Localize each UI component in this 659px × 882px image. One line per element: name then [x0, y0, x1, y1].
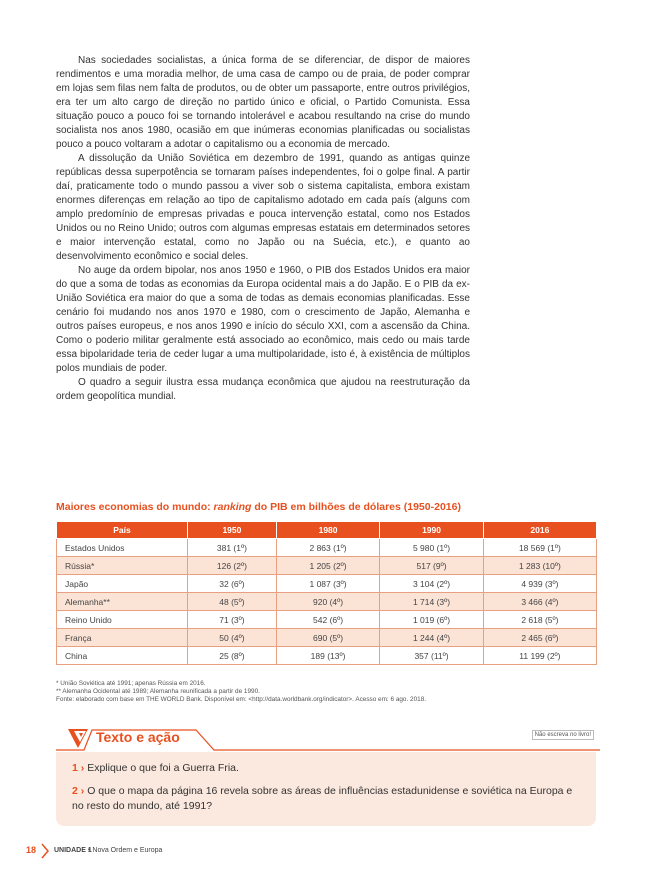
cell-1950: 25 (8º) [188, 647, 277, 665]
table-title-bar [56, 499, 476, 517]
question-text: O que o mapa da página 16 revela sobre as áreas de influências estadunidense e soviética na Europa e no resto do mundo, até 1991? [72, 785, 573, 812]
table-row [57, 575, 597, 593]
cell-country: Alemanha** [57, 593, 188, 611]
question-number: 1 [72, 762, 78, 774]
cell-country: Estados Unidos [57, 539, 188, 557]
cell-country: Japão [57, 575, 188, 593]
chevron-right-icon [40, 843, 50, 859]
cell-1980: 690 (5º) [276, 629, 379, 647]
gdp-table [56, 521, 597, 665]
note-2: ** Alemanha Ocidental até 1989; Alemanha reunificada a partir de 1990. [56, 688, 260, 695]
texto-acao-title: Texto e ação [96, 729, 180, 745]
table-title [56, 501, 461, 513]
table-title-italic: ranking [213, 501, 252, 513]
paragraph-3: No auge da ordem bipolar, nos anos 1950 e 1960, o PIB dos Estados Unidos era maior do que a soma de todas as economias da Europa ocidental mais a do Japão. E o PIB da ex-União Soviética era maior do que a soma de todas as demais economias planificadas. Esse cenário foi mudando nos anos 1970 e 1980, com o crescimento de Japão, Alemanha e outros países europeus, e nos anos 1990 e início do século XXI, com a ascensão da China. Como o poderio militar geralmente está associado ao econômico, mais cedo ou mais tarde essa bipolaridade teria de ceder lugar a uma multipolaridade, isto é, à existência de múltiplos polos mundiais de poder. [56, 265, 470, 374]
cell-country: Reino Unido [57, 611, 188, 629]
texto-acao-box [56, 752, 596, 826]
body-text [56, 54, 470, 404]
table-row [57, 593, 597, 611]
cell-1990: 1 244 (4º) [380, 629, 483, 647]
texto-acao-header [56, 727, 600, 749]
cell-1980: 1 205 (2º) [276, 557, 379, 575]
cell-2016: 2 465 (6º) [483, 629, 596, 647]
table-title-pre: Maiores economias do mundo: [56, 501, 214, 513]
cell-1950: 71 (3º) [188, 611, 277, 629]
header-1990: 1990 [380, 522, 483, 539]
table-row [57, 539, 597, 557]
cell-1980: 542 (6º) [276, 611, 379, 629]
chevron-right-icon: › [77, 785, 88, 797]
question-2 [72, 784, 582, 814]
cell-2016: 3 466 (4º) [483, 593, 596, 611]
cell-1980: 1 087 (3º) [276, 575, 379, 593]
cell-1950: 381 (1º) [188, 539, 277, 557]
cell-2016: 18 569 (1º) [483, 539, 596, 557]
question-number: 2 [72, 785, 78, 797]
header-1950: 1950 [188, 522, 277, 539]
cell-2016: 2 618 (5º) [483, 611, 596, 629]
note-1: * União Soviética até 1991; apenas Rússia em 2016. [56, 680, 206, 687]
cell-1950: 48 (5º) [188, 593, 277, 611]
cell-1990: 517 (9º) [380, 557, 483, 575]
cell-1990: 3 104 (2º) [380, 575, 483, 593]
table-row [57, 629, 597, 647]
cell-1990: 357 (11º) [380, 647, 483, 665]
table-title-post: do PIB em bilhões de dólares (1950-2016) [251, 501, 461, 513]
cell-country: China [57, 647, 188, 665]
table-row [57, 611, 597, 629]
question-1 [72, 761, 582, 776]
paragraph-4: O quadro a seguir ilustra essa mudança econômica que ajudou na reestruturação da ordem geopolítica mundial. [56, 377, 470, 402]
table-row [57, 647, 597, 665]
cell-1990: 1 019 (6º) [380, 611, 483, 629]
note-source: Fonte: elaborado com base em THE WORLD Bank. Disponível em: <http://data.worldbank.org/indicator>. Acesso em: 6 ago. 2018. [56, 696, 427, 703]
cell-1950: 32 (6º) [188, 575, 277, 593]
page-number: 18 [26, 845, 37, 855]
cell-country: Rússia* [57, 557, 188, 575]
paragraph-2: A dissolução da União Soviética em dezembro de 1991, quando as antigas quinze repúblicas dessa superpotência se tornaram países independentes, foi o golpe final. A partir daí, praticamente todo o mundo passou a viver sob o sistema capitalista, embora existam enormes diferenças em relação ao tipo de capitalismo adotado em cada país (alguns com amplo predomínio de empresas privadas e pouca intervenção estatal, como nos Estados Unidos ou no Reino Unido; outros com algumas empresas estatais em determinados setores e maior intervenção estatal, como no Japão ou na Suécia, etc.), e quanto ao desenvolvimento econômico e social deles. [56, 153, 470, 262]
cell-country: França [57, 629, 188, 647]
table-notes [56, 680, 616, 704]
footer-unit: UNIDADE 1 [54, 847, 92, 854]
question-text: Explique o que foi a Guerra Fria. [87, 762, 239, 774]
header-2016: 2016 [483, 522, 596, 539]
cell-2016: 1 283 (10º) [483, 557, 596, 575]
table-header-row [57, 522, 597, 539]
no-write-badge: Não escreva no livro! [532, 730, 594, 740]
paragraph-1: Nas sociedades socialistas, a única forma de se diferenciar, de dispor de maiores rendimentos e uma moradia melhor, de uma casa de campo ou de praia, de poder comprar em lojas sem filas nem falta de produtos, ou de obter um passaporte, entre outros privilégios, era ter um alto cargo de direção no partido único e oficial, o Partido Comunista. Essa situação pouco a pouco foi se tornando intolerável e acabou resultando na crise do mundo socialista nos anos 1980, ocasião em que inúmeras economias planificadas ou socialistas pouco a pouco voltaram a adotar o capitalismo ou a economia de mercado. [56, 55, 470, 150]
cell-2016: 4 939 (3º) [483, 575, 596, 593]
cell-1950: 126 (2º) [188, 557, 277, 575]
chevron-right-icon: › [77, 762, 88, 774]
cell-1990: 1 714 (3º) [380, 593, 483, 611]
cell-2016: 11 199 (2º) [483, 647, 596, 665]
cell-1950: 50 (4º) [188, 629, 277, 647]
pencil-icon [66, 727, 90, 749]
table-row [57, 557, 597, 575]
cell-1980: 2 863 (1º) [276, 539, 379, 557]
header-country: País [57, 522, 188, 539]
cell-1990: 5 980 (1º) [380, 539, 483, 557]
footer-subtitle: • Nova Ordem e Europa [88, 847, 163, 854]
cell-1980: 189 (13º) [276, 647, 379, 665]
header-1980: 1980 [276, 522, 379, 539]
cell-1980: 920 (4º) [276, 593, 379, 611]
